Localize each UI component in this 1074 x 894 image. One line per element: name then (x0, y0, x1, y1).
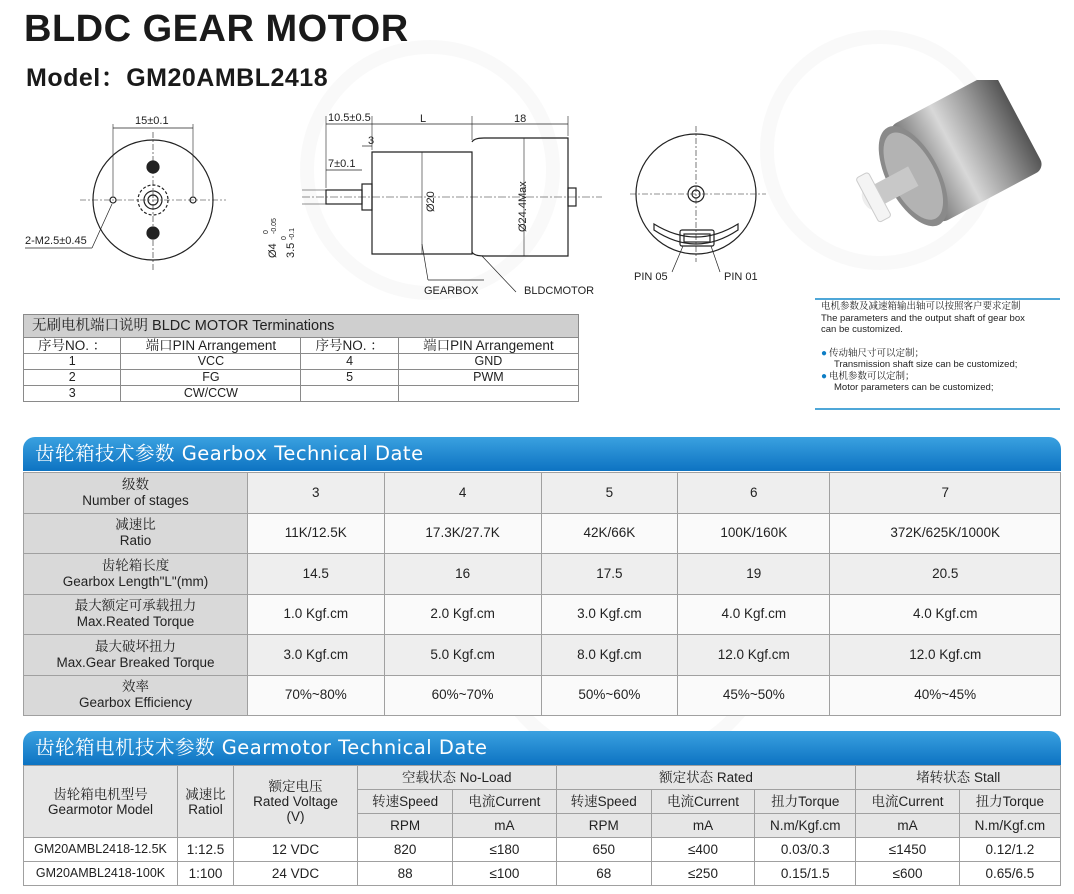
table-cell: 0.15/1.5 (755, 862, 856, 886)
model-header: 齿轮箱电机型号 Gearmotor Model (24, 766, 178, 838)
dim-18: 18 (514, 113, 527, 125)
shaft-dia: Ø4 (267, 243, 279, 258)
table-cell: 4.0 Kgf.cm (830, 594, 1061, 635)
note-line: 电机参数及减速箱输出轴可以按照客户要求定制 (821, 301, 1021, 312)
voltage-header: 额定电压 Rated Voltage (V) (234, 766, 358, 838)
table-cell: FG (121, 370, 301, 386)
table-cell: 2.0 Kgf.cm (384, 594, 541, 635)
back-view-drawing (620, 112, 780, 287)
table-cell: 68 (556, 862, 651, 886)
pin01-label: PIN 01 (724, 271, 758, 283)
flat-dim: 3.5 (285, 242, 297, 258)
dim-24-4: Ø24.4Max (517, 181, 529, 232)
row-label: 级数 Number of stages (24, 473, 248, 514)
noload-header: 空载状态 No-Load (358, 766, 557, 790)
table-cell: 3 (24, 386, 121, 402)
gearmotor-table (23, 765, 1061, 886)
table-cell: ≤400 (651, 838, 754, 862)
dim-10-5: 10.5±0.5 (328, 112, 371, 124)
table-cell: 12.0 Kgf.cm (678, 635, 830, 676)
note-line: The parameters and the output shaft of gear box (821, 312, 1025, 324)
note-bullet: 电机参数可以定制； (829, 370, 915, 382)
col-pin-header: 端口PIN Arrangement (121, 338, 301, 354)
unit-header: mA (856, 814, 959, 838)
dim-7: 7±0.1 (328, 158, 356, 170)
gearbox-table (23, 472, 1061, 716)
unit-header: RPM (358, 814, 453, 838)
table-cell: 0.12/1.2 (959, 838, 1060, 862)
customization-note (815, 298, 1060, 410)
table-cell: PWM (398, 370, 578, 386)
row-label: 最大破坏扭力 Max.Gear Breaked Torque (24, 635, 248, 676)
table-cell: ≤100 (453, 862, 556, 886)
side-view-drawing (262, 108, 612, 300)
gearbox-label: GEARBOX (424, 285, 479, 297)
table-row (24, 838, 1061, 862)
stall-header: 堵转状态 Stall (856, 766, 1061, 790)
sub-header: 电流Current (651, 790, 754, 814)
table-cell: 1:12.5 (178, 838, 234, 862)
gear-motor-photo (820, 80, 1060, 240)
table-cell: 16 (384, 554, 541, 595)
page-title: BLDC GEAR MOTOR (24, 8, 409, 50)
table-cell: ≤250 (651, 862, 754, 886)
table-cell: 4 (301, 354, 398, 370)
motor-label: BLDCMOTOR (524, 285, 595, 297)
front-view-drawing (20, 110, 230, 290)
unit-header: mA (453, 814, 556, 838)
table-cell: 8.0 Kgf.cm (541, 635, 678, 676)
table-cell: ≤1450 (856, 838, 959, 862)
ratio-header: 减速比 Ratiol (178, 766, 234, 838)
unit-header: RPM (556, 814, 651, 838)
table-row (24, 473, 1061, 514)
note-bullet: 传动轴尺寸可以定制； (829, 347, 925, 359)
model-number: Model：GM20AMBL2418 (26, 64, 329, 92)
table-cell: GM20AMBL2418-100K (24, 862, 178, 886)
table-cell: 0.03/0.3 (755, 838, 856, 862)
front-top-dim: 15±0.1 (135, 115, 169, 127)
table-cell: ≤180 (453, 838, 556, 862)
dim-3: 3 (368, 135, 375, 147)
table-cell: 3.0 Kgf.cm (248, 635, 385, 676)
row-label: 齿轮箱长度 Gearbox Length"L"(mm) (24, 554, 248, 595)
col-no-header: 序号NO. ： (301, 338, 398, 354)
table-cell: 20.5 (830, 554, 1061, 595)
note-bullet: Transmission shaft size can be customized; (834, 359, 1018, 370)
table-cell: 14.5 (248, 554, 385, 595)
bullet-dot-icon: ● (821, 347, 828, 359)
gearbox-section-title: 齿轮箱技术参数 Gearbox Technical Date (23, 437, 1061, 471)
table-row (24, 594, 1061, 635)
shaft-dia-lower: -0.05 (271, 218, 278, 234)
table-cell: ≤600 (856, 862, 959, 886)
table-cell: 50%~60% (541, 675, 678, 716)
row-label: 效率 Gearbox Efficiency (24, 675, 248, 716)
table-row (24, 513, 1061, 554)
note-line: can be customized. (821, 324, 903, 335)
sub-header: 电流Current (453, 790, 556, 814)
terminations-title: 无刷电机端口说明 BLDC MOTOR Terminations (24, 315, 579, 338)
sub-header: 扭力Torque (755, 790, 856, 814)
table-cell: 19 (678, 554, 830, 595)
col-no-header: 序号NO. ： (24, 338, 121, 354)
table-cell: 88 (358, 862, 453, 886)
dim-20: Ø20 (425, 191, 437, 212)
table-cell: 12.0 Kgf.cm (830, 635, 1061, 676)
shaft-dia-upper: 0 (263, 230, 270, 234)
table-cell: 17.3K/27.7K (384, 513, 541, 554)
table-cell: 17.5 (541, 554, 678, 595)
table-cell: 1 (24, 354, 121, 370)
flat-lower: -0.1 (289, 227, 296, 240)
table-cell: 1.0 Kgf.cm (248, 594, 385, 635)
note-bullet: Motor parameters can be customized; (834, 382, 994, 393)
table-cell: 11K/12.5K (248, 513, 385, 554)
table-cell: CW/CCW (121, 386, 301, 402)
table-cell: 372K/625K/1000K (830, 513, 1061, 554)
col-pin-header: 端口PIN Arrangement (398, 338, 578, 354)
table-cell (398, 386, 578, 402)
unit-header: N.m/Kgf.cm (959, 814, 1060, 838)
table-cell: 60%~70% (384, 675, 541, 716)
table-cell: 7 (830, 473, 1061, 514)
table-cell: GM20AMBL2418-12.5K (24, 838, 178, 862)
sub-header: 扭力Torque (959, 790, 1060, 814)
table-cell: 5 (541, 473, 678, 514)
table-cell: 4.0 Kgf.cm (678, 594, 830, 635)
table-row (24, 554, 1061, 595)
pin05-label: PIN 05 (634, 271, 668, 283)
table-cell: 2 (24, 370, 121, 386)
table-cell: 5 (301, 370, 398, 386)
gearmotor-section-title: 齿轮箱电机技术参数 Gearmotor Technical Date (23, 731, 1061, 765)
table-cell: 3.0 Kgf.cm (541, 594, 678, 635)
unit-header: N.m/Kgf.cm (755, 814, 856, 838)
table-cell: 0.65/6.5 (959, 862, 1060, 886)
rated-header: 额定状态 Rated (556, 766, 856, 790)
hole-note: 2-M2.5±0.45 (25, 235, 87, 247)
table-cell: 70%~80% (248, 675, 385, 716)
table-row (24, 862, 1061, 886)
sub-header: 转速Speed (556, 790, 651, 814)
table-cell: 1:100 (178, 862, 234, 886)
table-cell: VCC (121, 354, 301, 370)
table-cell: 45%~50% (678, 675, 830, 716)
table-cell (301, 386, 398, 402)
bullet-dot-icon: ● (821, 370, 828, 382)
unit-header: mA (651, 814, 754, 838)
table-cell: 4 (384, 473, 541, 514)
table-cell: 42K/66K (541, 513, 678, 554)
flat-upper: 0 (281, 236, 288, 240)
table-cell: 650 (556, 838, 651, 862)
table-cell: 24 VDC (234, 862, 358, 886)
table-row (24, 635, 1061, 676)
dim-L: L (420, 113, 427, 125)
table-cell: 5.0 Kgf.cm (384, 635, 541, 676)
sub-header: 转速Speed (358, 790, 453, 814)
table-cell: 100K/160K (678, 513, 830, 554)
row-label: 减速比 Ratio (24, 513, 248, 554)
table-cell: GND (398, 354, 578, 370)
table-cell: 820 (358, 838, 453, 862)
table-cell: 3 (248, 473, 385, 514)
sub-header: 电流Current (856, 790, 959, 814)
table-cell: 6 (678, 473, 830, 514)
table-cell: 40%~45% (830, 675, 1061, 716)
terminations-table (23, 314, 579, 402)
table-row (24, 675, 1061, 716)
table-cell: 12 VDC (234, 838, 358, 862)
row-label: 最大额定可承载扭力 Max.Reated Torque (24, 594, 248, 635)
